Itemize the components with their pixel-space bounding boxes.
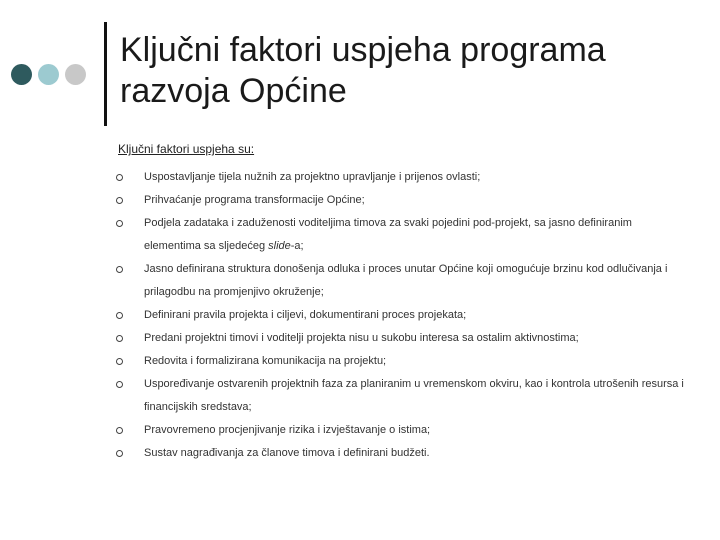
title-accent-bar bbox=[104, 22, 107, 126]
bullet-circle-icon bbox=[116, 450, 123, 457]
dot-grey bbox=[65, 64, 86, 85]
bullet-item bbox=[116, 419, 690, 442]
bullet-circle-icon bbox=[116, 427, 123, 434]
bullet-text: Uspoređivanje ostvarenih projektnih faza za planiranim u vremenskom okviru, kao i kontrola utrošenih resursa i financijskih sredstava; bbox=[144, 378, 684, 413]
bullet-text: Predani projektni timovi i voditelji projekta nisu u sukobu interesa sa ostalim aktivnostima; bbox=[144, 332, 579, 344]
bullet-item bbox=[116, 373, 690, 419]
bullet-item bbox=[116, 189, 690, 212]
bullet-text: Podjela zadataka i zaduženosti voditeljima timova za svaki pojedini pod-projekt, sa jasno definiranim elementima sa sljedećeg slide-a; bbox=[144, 217, 632, 252]
dot-dark-teal bbox=[11, 64, 32, 85]
bullet-list bbox=[116, 166, 690, 465]
bullet-text: Uspostavljanje tijela nužnih za projektno upravljanje i prijenos ovlasti; bbox=[144, 171, 481, 183]
decorative-dots bbox=[11, 64, 86, 86]
bullet-circle-icon bbox=[116, 312, 123, 319]
bullet-item bbox=[116, 212, 690, 258]
bullet-item bbox=[116, 442, 690, 465]
bullet-text: Prihvaćanje programa transformacije Općine; bbox=[144, 194, 365, 206]
bullet-text: Sustav nagrađivanja za članove timova i definirani budžeti. bbox=[144, 447, 430, 459]
dot-light-teal bbox=[38, 64, 59, 85]
bullet-text: Definirani pravila projekta i ciljevi, dokumentirani proces projekata; bbox=[144, 309, 467, 321]
bullet-text: Pravovremeno procjenjivanje rizika i izvještavanje o istima; bbox=[144, 424, 431, 436]
bullet-circle-icon bbox=[116, 335, 123, 342]
bullet-item bbox=[116, 350, 690, 373]
bullet-item bbox=[116, 327, 690, 350]
bullet-circle-icon bbox=[116, 220, 123, 227]
slide-subtitle: Ključni faktori uspjeha su: bbox=[118, 142, 255, 156]
bullet-text: Jasno definirana struktura donošenja odluka i proces unutar Općine koji omogućuje brzinu kod odlučivanja i prilagodbu na promjenjivo okruženje; bbox=[144, 263, 668, 298]
slide-title: Ključni faktori uspjeha programa razvoja Općine bbox=[120, 31, 606, 110]
bullet-circle-icon bbox=[116, 174, 123, 181]
bullet-text: Redovita i formalizirana komunikacija na projektu; bbox=[144, 355, 387, 367]
bullet-circle-icon bbox=[116, 266, 123, 273]
bullet-item bbox=[116, 258, 690, 304]
bullet-item bbox=[116, 166, 690, 189]
bullet-circle-icon bbox=[116, 197, 123, 204]
bullet-item bbox=[116, 304, 690, 327]
bullet-circle-icon bbox=[116, 358, 123, 365]
bullet-circle-icon bbox=[116, 381, 123, 388]
